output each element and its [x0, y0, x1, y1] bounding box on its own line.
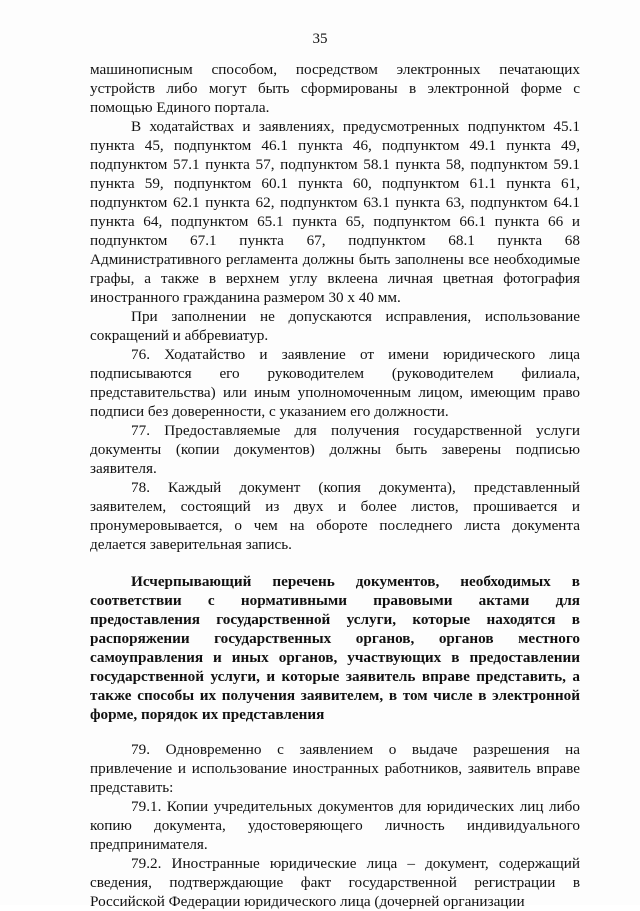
paragraph-forms-fill: В ходатайствах и заявлениях, предусмотренных подпунктом 45.1 пункта 45, подпунктом 46.1 пункта 46, подпунктом 49.1 пункта 49, подпунктом 57.1 пункта 57, подпунктом 58.1 пункта 58, подпунктом 59.1 пункта 59, подпунктом 60.1 пункта 60, подпунктом 61.1 пункта 61, подпунктом 62.1 пункта 62, подпунктом 63.1 пункта 63, подпунктом 64.1 пункта 64, подпунктом 65.1 пункта 65, подпунктом 66.1 пункта 66 и подпунктом 67.1 пункта 67, подпунктом 68.1 пункта 68 Административного регламента должны быть заполнены все необходимые графы, а также в верхнем углу вклеена личная цветная фотография иностранного гражданина размером 30 х 40 мм.: [90, 118, 580, 306]
paragraph-79-2: 79.2. Иностранные юридические лица – документ, содержащий сведения, подтверждающие факт государственной регистрации в Российской Федерации юридического лица (дочерней организации: [90, 855, 580, 910]
paragraph-78: 78. Каждый документ (копия документа), представленный заявителем, состоящий из двух и более листов, прошивается и пронумеровывается, о чем на обороте последнего листа документа делается заверительная запись.: [90, 479, 580, 553]
paragraph-76: 76. Ходатайство и заявление от имени юридического лица подписываются его руководителем (руководителем филиала, представительства) или иным уполномоченным лицом, имеющим право подписи без доверенности, с указанием его должности.: [90, 346, 580, 420]
paragraph-79-1: 79.1. Копии учредительных документов для юридических лиц либо копию документа, удостоверяющего личность индивидуального предпринимателя.: [90, 798, 580, 853]
document-body: [90, 60, 580, 911]
paragraph-no-corrections: При заполнении не допускаются исправления, использование сокращений и аббревиатур.: [90, 308, 580, 344]
paragraph-79: 79. Одновременно с заявлением о выдаче разрешения на привлечение и использование иностранных работников, заявитель вправе представить:: [90, 741, 580, 796]
paragraph-continuation: машинописным способом, посредством электронных печатающих устройств либо могут быть сформированы в электронной форме с помощью Единого портала.: [90, 61, 580, 116]
section-heading: Исчерпывающий перечень документов, необходимых в соответствии с нормативными правовыми актами для предоставления государственной услуги, которые находятся в распоряжении государственных органов, органов местного самоуправления и иных органов, участвующих в предоставлении государственной услуги, и которые заявитель вправе представить, а также способы их получения заявителем, в том числе в электронной форме, порядок их представления: [90, 573, 580, 723]
paragraph-77: 77. Предоставляемые для получения государственной услуги документы (копии документов) должны быть заверены подписью заявителя.: [90, 422, 580, 477]
page-number: 35: [312, 31, 328, 47]
